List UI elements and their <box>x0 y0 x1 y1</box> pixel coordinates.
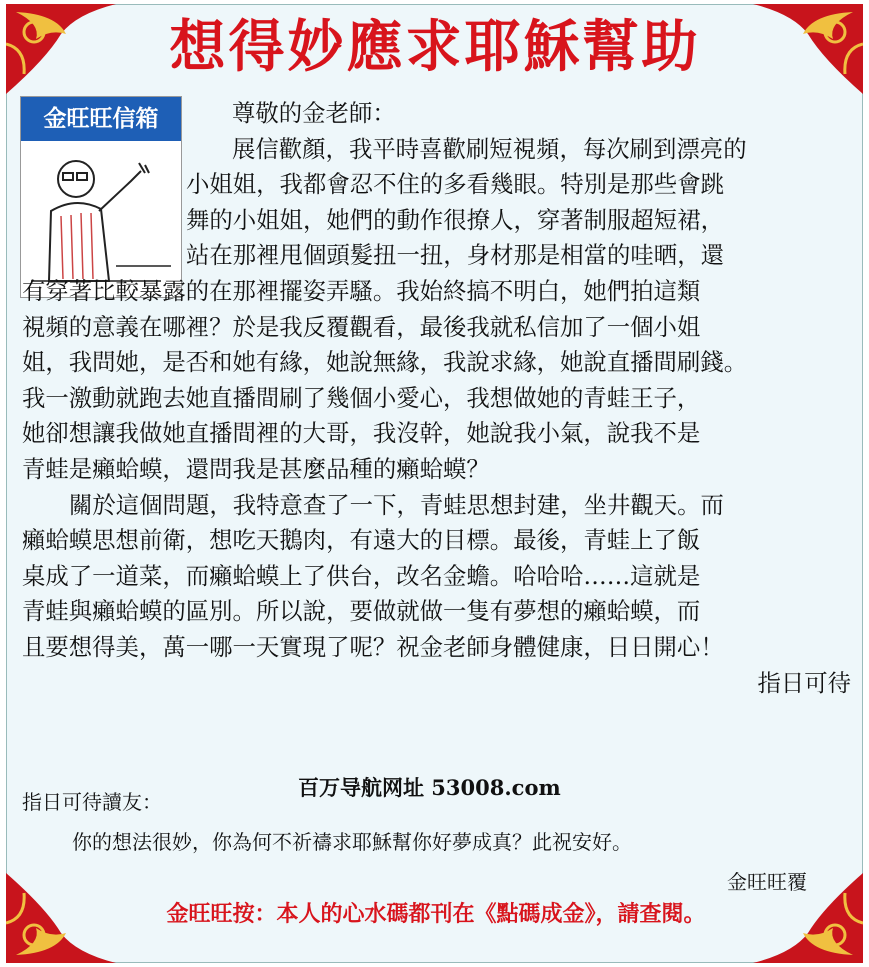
letter-line: 小姐姐，我都會忍不住的多看幾眼。特別是那些會跳 <box>186 170 724 199</box>
letter-line: 我一激動就跑去她直播間刷了幾個小愛心，我想做她的青蛙王子， <box>22 383 701 412</box>
letter-line: 舞的小姐姐，她們的動作很撩人，穿著制服超短裙， <box>186 205 724 234</box>
reply-section <box>22 782 857 902</box>
column-label: 金旺旺信箱 <box>21 97 181 141</box>
letter-line: 姐，我問她，是否和她有緣，她說無緣，我說求緣，她說直播間刷錢。 <box>22 348 748 377</box>
letter-line: 她卻想讓我做她直播間裡的大哥，我沒幹，她說我小氣，說我不是 <box>22 419 701 448</box>
letter-salutation: 尊敬的金老師： <box>232 99 396 127</box>
watermark-text: 百万导航网址 53008.com <box>298 775 561 800</box>
letter-line: 青蛙是癩蛤蟆，還問我是甚麼品種的癩蛤蟆？ <box>22 454 490 483</box>
letter-line: 且要想得美，萬一哪一天實現了呢？祝金老師身體健康，日日開心！ <box>22 632 724 661</box>
footer-note: 金旺旺按：本人的心水碼都刊在《點碼成金》，請查閱。 <box>166 902 706 927</box>
corner-ornament-top-right <box>753 4 863 94</box>
letter-line: 站在那裡甩個頭髮扭一扭，身材那是相當的哇晒，還 <box>186 241 724 270</box>
page-title: 想得妙應求耶穌幫助 <box>169 15 701 80</box>
reply-signature: 金旺旺覆 <box>727 870 807 894</box>
reply-salutation: 指日可待讀友： <box>22 790 162 814</box>
corner-ornament-top-left <box>6 4 116 94</box>
letter-line: 展信歡顏，我平時喜歡刷短視頻，每次刷到漂亮的 <box>232 134 747 163</box>
letter-line: 青蛙與癩蛤蟆的區別。所以說，要做就做一隻有夢想的癩蛤蟆，而 <box>22 597 701 626</box>
reply-text: 你的想法很妙，你為何不祈禱求耶穌幫你好夢成真？此祝安好。 <box>72 830 632 854</box>
letter-signature: 指日可待 <box>757 668 851 697</box>
letter-line: 癩蛤蟆思想前衛，想吃天鵝肉，有遠大的目標。最後，青蛙上了飯 <box>22 526 701 555</box>
letter-line: 有穿著比較暴露的在那裡擺姿弄騷。我始終搞不明白，她們拍這類 <box>22 276 701 305</box>
letter-line: 桌成了一道菜，而癩蛤蟆上了供台，改名金蟾。哈哈哈……這就是 <box>22 561 701 590</box>
letter-line: 視頻的意義在哪裡？於是我反覆觀看，最後我就私信加了一個小姐 <box>22 312 701 341</box>
letter-body <box>22 96 857 701</box>
letter-line: 關於這個問題，我特意查了一下，青蛙思想封建，坐井觀天。而 <box>69 490 724 519</box>
